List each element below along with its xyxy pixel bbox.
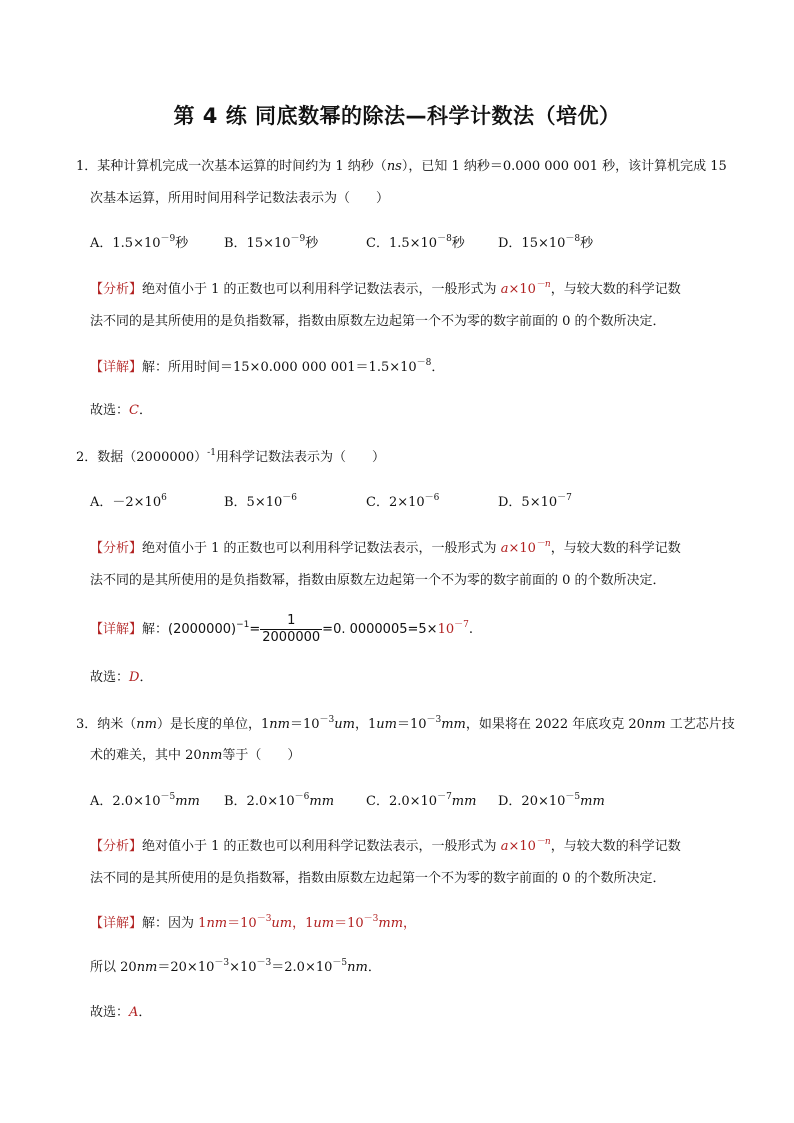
question-2-text: 2．数据$(2000000)^{-1}$用科学记数法表示为（ ） <box>76 448 385 465</box>
question-2-option-d: D．$5\times 10^{-7}$ <box>498 493 572 510</box>
question-3-detail: 【详解】解：因为 $1nm=10^{-3}um$，$1um=10^{-3}mm$， <box>90 914 417 931</box>
question-2-analysis-line-2: 法不同的是其所使用的是负指数幂，指数由原数左边起第一个不为零的数字前面的 0 的个数所决定． <box>90 573 666 588</box>
question-1-option-b: B．$15\times 10^{-9}$秒 <box>224 234 319 251</box>
question-1-text-line-1: 1．某种计算机完成一次基本运算的时间约为 1 纳秒（ns），已知 1 纳秒＝0.000 000 001 秒，该计算机完成 15 <box>76 159 727 174</box>
page-title: 第 4 练 同底数幂的除法—科学计数法（培优） <box>173 104 621 128</box>
question-3-answer: 故选：A． <box>90 1005 152 1020</box>
question-3-analysis-line-1: 【分析】绝对值小于 1 的正数也可以利用科学记数法表示，一般形式为 $a\times 10^{-n}$，与较大数的科学记数 <box>90 837 681 854</box>
question-3-option-b: B．$2.0\times 10^{-6}mm$ <box>224 792 335 809</box>
question-3-option-d: D．$20\times 10^{-5}mm$ <box>498 792 605 809</box>
question-3-analysis-line-2: 法不同的是其所使用的是负指数幂，指数由原数左边起第一个不为零的数字前面的 0 的个数所决定． <box>90 871 666 886</box>
question-3-text-line-1: 3．纳米（nm）是长度的单位，$1nm=10^{-3}um$，$1um=10^{-3}mm$，如果将在 2022 年底攻克 20nm 工艺芯片技 <box>76 715 735 732</box>
question-3-option-a: A．$2.0\times 10^{-5}mm$ <box>90 792 200 809</box>
analysis-tag: 【分析】 <box>90 541 143 556</box>
fraction: $\frac{1}{2000000}$ <box>262 613 321 645</box>
question-2-option-c: C．$2\times 10^{-6}$ <box>366 493 440 510</box>
question-3-text-line-2: 术的难关，其中 20nm等于（ ） <box>90 748 301 763</box>
question-1-text-line-2: 次基本运算，所用时间用科学记数法表示为（ ） <box>90 191 390 206</box>
question-1-analysis-line-1: 【分析】绝对值小于 1 的正数也可以利用科学记数法表示，一般形式为 $a\times 10^{-n}$，与较大数的科学记数 <box>90 280 681 297</box>
question-1-answer: 故选：C． <box>90 403 152 418</box>
question-1-analysis-line-2: 法不同的是其所使用的是负指数幂，指数由原数左边起第一个不为零的数字前面的 0 的个数所决定． <box>90 314 666 329</box>
question-2-analysis-line-1: 【分析】绝对值小于 1 的正数也可以利用科学记数法表示，一般形式为 $a\times 10^{-n}$，与较大数的科学记数 <box>90 539 681 556</box>
analysis-tag: 【分析】 <box>90 839 143 854</box>
question-1-option-d: D．$15\times 10^{-8}$秒 <box>498 234 594 251</box>
question-1-option-a: A．$1.5\times 10^{-9}$秒 <box>90 234 189 251</box>
question-2-option-b: B．$5\times 10^{-6}$ <box>224 493 297 510</box>
detail-tag: 【详解】 <box>90 360 143 375</box>
question-3-option-c: C．$2.0\times 10^{-7}mm$ <box>366 792 477 809</box>
question-2-option-a: A．$-2\times 10^6$ <box>90 493 167 510</box>
question-1-detail: 【详解】解：所用时间＝15×0.000 000 $001=1.5\times 10^{-8}$． <box>90 358 445 375</box>
question-3-detail-continued: 所以 $20nm=20\times 10^{-3}\times 10^{-3}=2.0\times 10^{-5}nm$． <box>90 958 381 975</box>
detail-tag: 【详解】 <box>90 622 143 637</box>
question-2-answer: 故选：D． <box>90 670 153 685</box>
analysis-tag: 【分析】 <box>90 282 143 297</box>
question-2-detail: 【详解】解：$(2000000)^{-1}=$ $\frac{1}{2000000}$ =0. $0000005=5\times 10^{-7}$. <box>90 613 473 645</box>
detail-tag: 【详解】 <box>90 916 143 931</box>
question-1-option-c: C．$1.5\times 10^{-8}$秒 <box>366 234 465 251</box>
